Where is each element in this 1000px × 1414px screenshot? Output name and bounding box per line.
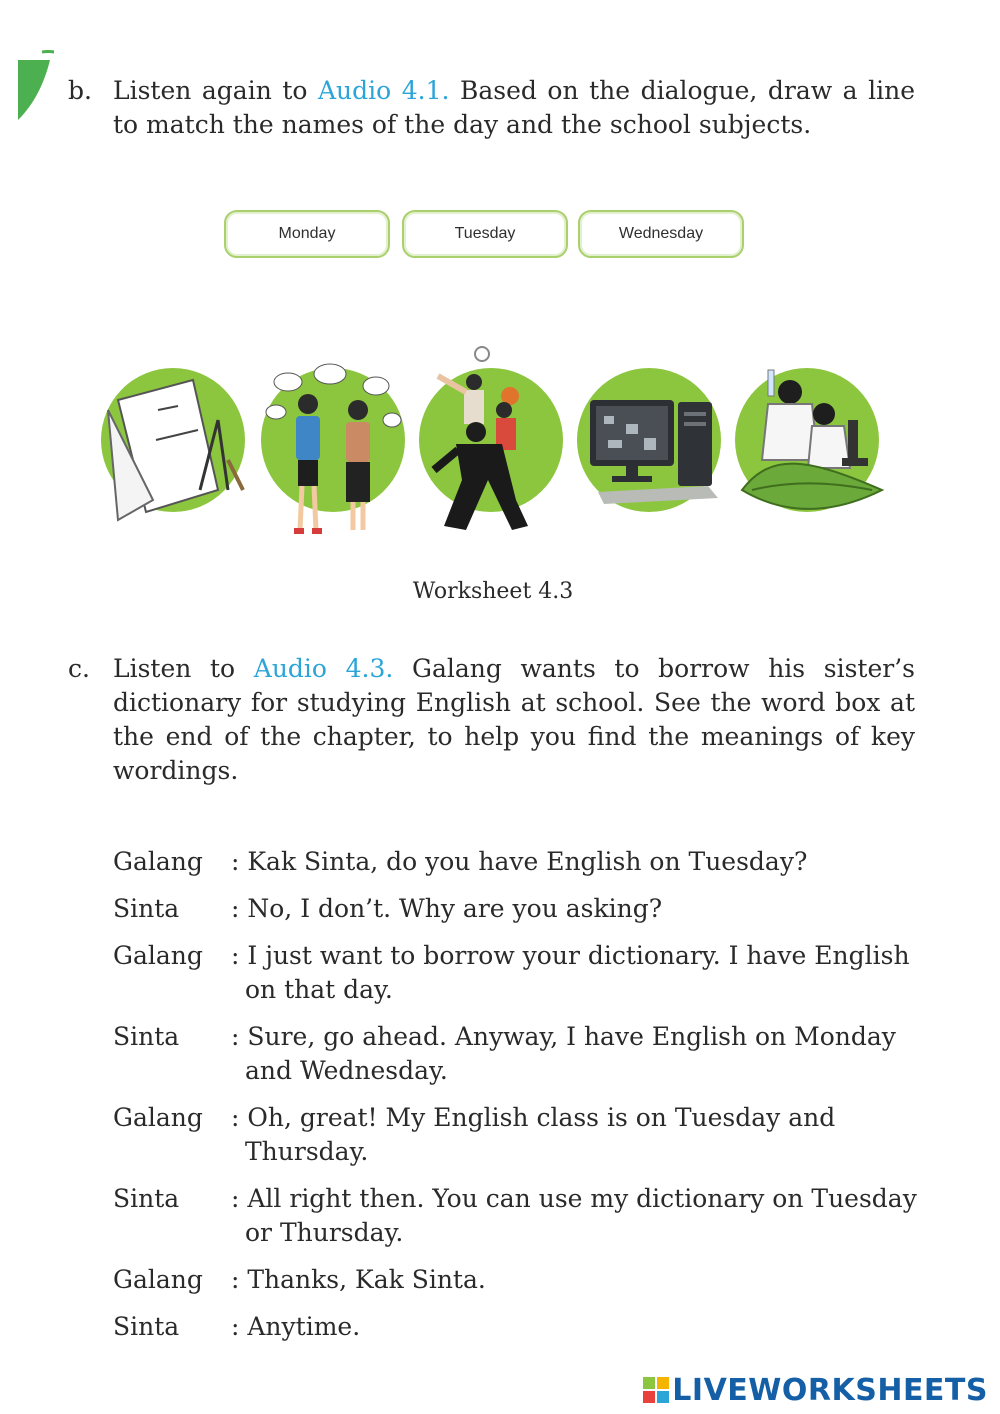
liveworksheets-logo-icon: [643, 1377, 669, 1403]
math-tools-picture[interactable]: [98, 340, 248, 540]
dialogue-text: : All right then. You can use my dictionary on Tuesday or Thursday.: [231, 1184, 917, 1247]
dialogue-line: [113, 1020, 923, 1088]
speaker-name: Sinta: [113, 1184, 180, 1213]
dialogue-line: [113, 892, 923, 926]
speaker-name: Sinta: [113, 1022, 180, 1051]
section-c-marker: c.: [68, 654, 90, 683]
brand-name: LIVEWORKSHEETS: [672, 1372, 988, 1408]
corner-leaf-decoration: [14, 44, 54, 124]
dialogue-text: : No, I don’t. Why are you asking?: [231, 894, 663, 923]
science-picture[interactable]: [732, 340, 888, 540]
dialogue-line: [113, 845, 923, 879]
dialogue-text: : Oh, great! My English class is on Tuesday and Thursday.: [231, 1103, 836, 1166]
dialogue-text: : Kak Sinta, do you have English on Tuesday?: [231, 847, 808, 876]
section-b-text-after: Based on the dialogue, draw a line to match the names of the day and the school subjects.: [113, 76, 916, 139]
audio-4-1-link[interactable]: Audio 4.1.: [317, 76, 450, 105]
section-c-text-after: Galang wants to borrow his sister’s dictionary for studying English at school. See the word box at the end of the chapter, to help you find the meanings of key wordings.: [113, 654, 916, 785]
section-b-instruction: [113, 74, 915, 142]
dialogue-text: : Anytime.: [231, 1312, 361, 1341]
section-c-instruction: [113, 652, 915, 788]
speaker-name: Galang: [113, 847, 203, 876]
speaker-name: Galang: [113, 1265, 203, 1294]
dialogue-line: [113, 1101, 923, 1169]
dialogue-line: [113, 1310, 923, 1344]
section-b-text-before: Listen again to: [113, 76, 318, 105]
conversation-picture[interactable]: [258, 340, 408, 540]
dialogue-text: : Sure, go ahead. Anyway, I have English on Monday and Wednesday.: [231, 1022, 896, 1085]
dialogue-text: : I just want to borrow your dictionary. I have English on that day.: [231, 941, 910, 1004]
section-b-marker: b.: [68, 76, 92, 105]
speaker-name: Galang: [113, 941, 203, 970]
speaker-name: Sinta: [113, 1312, 180, 1341]
worksheet-caption: Worksheet 4.3: [412, 579, 574, 604]
dialogue-line: [113, 1263, 923, 1297]
subject-pictures: [98, 340, 888, 540]
dialogue-text: : Thanks, Kak Sinta.: [231, 1265, 486, 1294]
section-c-text-before: Listen to: [113, 654, 254, 683]
dialogue: [113, 845, 923, 1344]
audio-4-3-link[interactable]: Audio 4.3.: [253, 654, 394, 683]
day-box-wednesday[interactable]: Wednesday: [578, 210, 744, 258]
speaker-name: Galang: [113, 1103, 203, 1132]
speaker-name: Sinta: [113, 894, 180, 923]
dialogue-line: [113, 1182, 923, 1250]
dialogue-line: [113, 939, 923, 1007]
liveworksheets-brand[interactable]: [643, 1370, 988, 1410]
day-box-monday[interactable]: Monday: [224, 210, 390, 258]
computer-picture[interactable]: [574, 340, 724, 540]
day-box-tuesday[interactable]: Tuesday: [402, 210, 568, 258]
sports-picture[interactable]: [416, 340, 566, 540]
